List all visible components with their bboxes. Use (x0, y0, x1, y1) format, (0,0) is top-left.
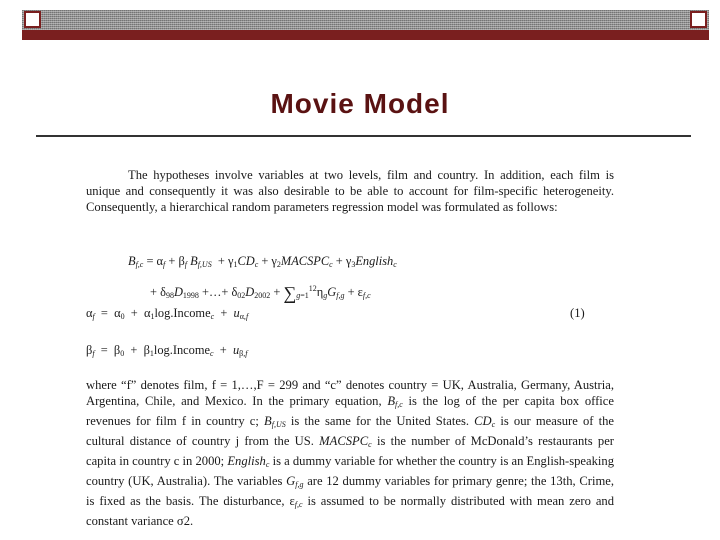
title-divider (36, 135, 691, 137)
explanation-part-3: is the same for the United States. (290, 414, 469, 428)
explanation-paragraph: where “f” denotes film, f = 1,…,F = 299 and “c” denotes country = UK, Australia, Germany, Austria, Argentina, Chile, and Mexico. In the primary equation, $B_{f,c}$ is the log of the per capita box office revenues for film f in country c; $B_{f,US}$ is the same for the United States. $CD_c$ is our measure of the cultural distance of country j from the US. $MACSPC_c$ is the number of McDonald’s restaurants per capita in country c in 2000; English$_c$ is a dummy variable for whether the country is an English-speaking country (UK, Australia). The variables $G_{f,g}$ are 12 dummy variables for primary genre; the 13th, Crime, is fixed as the basis. The disturbance, $\varepsilon_{f,c}$ is assumed to be normally distributed with mean zero and constant variance σ2. (86, 378, 615, 528)
explanation-part-1: where “f” denotes film, f = 1,…,F = 299 and “c” denotes country = UK, Australia, Germany, Austria, Argentina, Chile, and Mexico. In the primary equation, (86, 378, 614, 408)
explanation-part-2: is the log of the per capita box office revenues for film f in country c; (86, 394, 614, 428)
explanation-part-7: are 12 dummy variables for primary genre; the 13th, Crime, is fixed as the basis. The disturbance, (86, 474, 614, 508)
equation-line-1: $B_{f,c} = \alpha_f + \beta_f$ $B_{f,US} + \gamma_1CD_c$ + $\gamma_2MACSPC_c$ + $\gamma_3English_c$ (128, 254, 397, 269)
intro-paragraph: The hypotheses involve variables at two levels, film and country. In addition, each film is unique and consequently it was also desirable to be able to account for film-specific heterogeneity. Consequently, a hierarchical random parameters regression model was formulated as follows: (86, 168, 614, 214)
explanation-part-4: is our measure of the cultural distance of country j from the US. (86, 414, 614, 448)
explanation-part-6: is a dummy variable for whether the country is an English-speaking country (UK, Australia). The variables (86, 454, 615, 488)
explanation-part-5: is the number of McDonald’s restaurants per capita in country c in 2000; (86, 434, 614, 468)
right-square-icon (690, 11, 707, 28)
equation-line-3: $\alpha_f = \alpha_0$ + $\alpha_1\log.Income_c + u_{\alpha,f}$ (86, 306, 249, 321)
explanation-part-8: is assumed to be normally distributed with mean zero and constant variance σ2. (86, 494, 615, 528)
header-bar (22, 10, 709, 40)
left-square-icon (24, 11, 41, 28)
equation-number: (1) (570, 306, 585, 320)
header-accent-strip (22, 30, 709, 40)
equation-line-4: $\beta_f = \beta_0$ + $\beta_1\log.Income_c + u_{\beta,f}$ (86, 343, 248, 358)
equation-line-2: + $\delta_{98}D_{1998}$ +…+ $\delta_{02}D_{2002} + \sum_{g=1}^{12}\eta_gG_{f,g} + \varepsilon_{f,c}$ (150, 283, 371, 303)
slide-title: Movie Model (270, 88, 450, 119)
